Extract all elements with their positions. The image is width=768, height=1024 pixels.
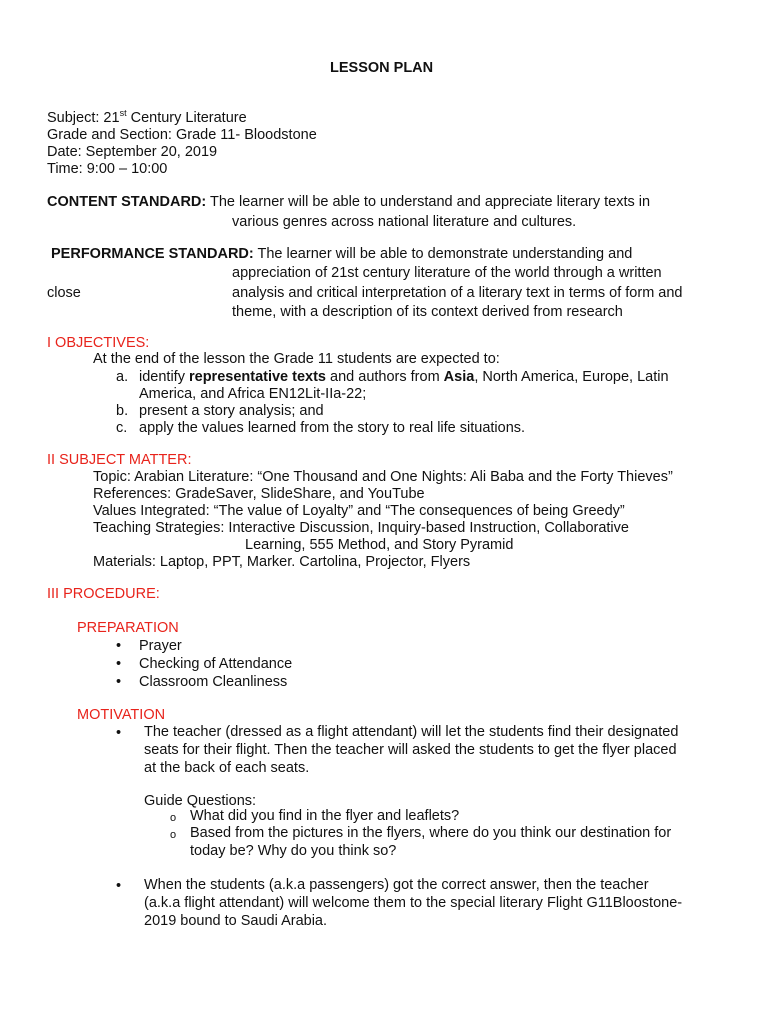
guide-question-2: Based from the pictures in the flyers, where do you think our destination for bbox=[190, 825, 672, 841]
preparation-item: Checking of Attendance bbox=[139, 656, 293, 672]
content-standard-label: CONTENT STANDARD: bbox=[47, 194, 207, 210]
objective-a-line2: America, and Africa EN12Lit-IIa-22; bbox=[139, 386, 367, 402]
performance-standard-line4: theme, with a description of its context derived from research bbox=[232, 304, 623, 320]
date-line: Date: September 20, 2019 bbox=[47, 144, 218, 160]
motivation-heading: MOTIVATION bbox=[77, 707, 166, 723]
bullet-icon: • bbox=[116, 638, 122, 654]
motivation-p1-line3: at the back of each seats. bbox=[144, 760, 310, 776]
motivation-p1-line2: seats for their flight. Then the teacher will asked the students to get the flyer placed bbox=[144, 742, 677, 758]
references-line: References: GradeSaver, SlideShare, and YouTube bbox=[93, 486, 425, 502]
page-title: LESSON PLAN bbox=[330, 60, 434, 76]
time-line: Time: 9:00 – 10:00 bbox=[47, 161, 168, 177]
motivation-p2-line2: (a.k.a flight attendant) will welcome them to the special literary Flight G11Bloostone- bbox=[144, 895, 683, 911]
bullet-icon: • bbox=[116, 878, 122, 894]
objective-c: apply the values learned from the story to real life situations. bbox=[139, 420, 526, 436]
objectives-heading: I OBJECTIVES: bbox=[47, 335, 150, 351]
subject-superscript: st bbox=[119, 108, 127, 118]
motivation-p2-line1: When the students (a.k.a passengers) got the correct answer, then the teacher bbox=[144, 877, 649, 893]
subject-prefix: Subject: 21 bbox=[47, 110, 120, 126]
objective-b: present a story analysis; and bbox=[139, 403, 324, 419]
performance-standard-label: PERFORMANCE STANDARD: bbox=[51, 246, 254, 262]
objective-a-marker: a. bbox=[116, 369, 129, 385]
bullet-icon: • bbox=[116, 656, 122, 672]
circle-bullet-icon: o bbox=[170, 829, 177, 841]
preparation-item: Prayer bbox=[139, 638, 182, 654]
grade-section-line: Grade and Section: Grade 11- Bloodstone bbox=[47, 127, 317, 143]
guide-question-1: What did you find in the flyer and leaflets? bbox=[190, 808, 460, 824]
strategies-line: Teaching Strategies: Interactive Discussion, Inquiry-based Instruction, Collaborative bbox=[93, 520, 629, 536]
objectives-intro: At the end of the lesson the Grade 11 students are expected to: bbox=[93, 351, 500, 367]
procedure-heading: III PROCEDURE: bbox=[47, 586, 160, 602]
motivation-p2-line3: 2019 bound to Saudi Arabia. bbox=[144, 913, 328, 929]
circle-bullet-icon: o bbox=[170, 812, 177, 824]
motivation-p1-line1: The teacher (dressed as a flight attendant) will let the students find their designated bbox=[144, 724, 679, 740]
values-line: Values Integrated: “The value of Loyalty” and “The consequences of being Greedy” bbox=[93, 503, 625, 519]
content-standard-text: The learner will be able to understand and appreciate literary texts in bbox=[206, 194, 651, 210]
subject-suffix: Century Literature bbox=[126, 110, 247, 126]
objective-a-bold2: Asia bbox=[443, 369, 475, 385]
content-standard-line2: various genres across national literature and cultures. bbox=[232, 214, 577, 230]
guide-question-2-line2: today be? Why do you think so? bbox=[190, 843, 397, 859]
performance-standard-line2: appreciation of 21st century literature of the world through a written bbox=[232, 265, 662, 281]
objective-a-mid: and authors from bbox=[326, 369, 444, 385]
topic-line: Topic: Arabian Literature: “One Thousand and One Nights: Ali Baba and the Forty Thieves” bbox=[93, 469, 673, 485]
guide-questions-label: Guide Questions: bbox=[144, 793, 257, 809]
bullet-icon: • bbox=[116, 725, 122, 741]
preparation-item: Classroom Cleanliness bbox=[139, 674, 288, 690]
performance-standard-line3: analysis and critical interpretation of a literary text in terms of form and bbox=[232, 285, 683, 301]
subject-matter-heading: II SUBJECT MATTER: bbox=[47, 452, 192, 468]
strategies-line2: Learning, 555 Method, and Story Pyramid bbox=[245, 537, 514, 553]
subject-line bbox=[47, 110, 247, 127]
objective-a bbox=[139, 369, 669, 386]
objective-b-marker: b. bbox=[116, 403, 129, 419]
objective-c-marker: c. bbox=[116, 420, 128, 436]
materials-line: Materials: Laptop, PPT, Marker. Cartolina, Projector, Flyers bbox=[93, 554, 471, 570]
objective-a-pre: identify bbox=[139, 369, 189, 385]
bullet-icon: • bbox=[116, 674, 122, 690]
content-standard bbox=[47, 194, 650, 211]
preparation-heading: PREPARATION bbox=[77, 620, 179, 636]
objective-a-bold1: representative texts bbox=[188, 369, 326, 385]
performance-standard-text: The learner will be able to demonstrate understanding and bbox=[253, 246, 633, 262]
performance-standard bbox=[51, 246, 632, 263]
close-word: close bbox=[47, 285, 81, 301]
objective-a-post: , North America, Europe, Latin bbox=[474, 369, 669, 385]
